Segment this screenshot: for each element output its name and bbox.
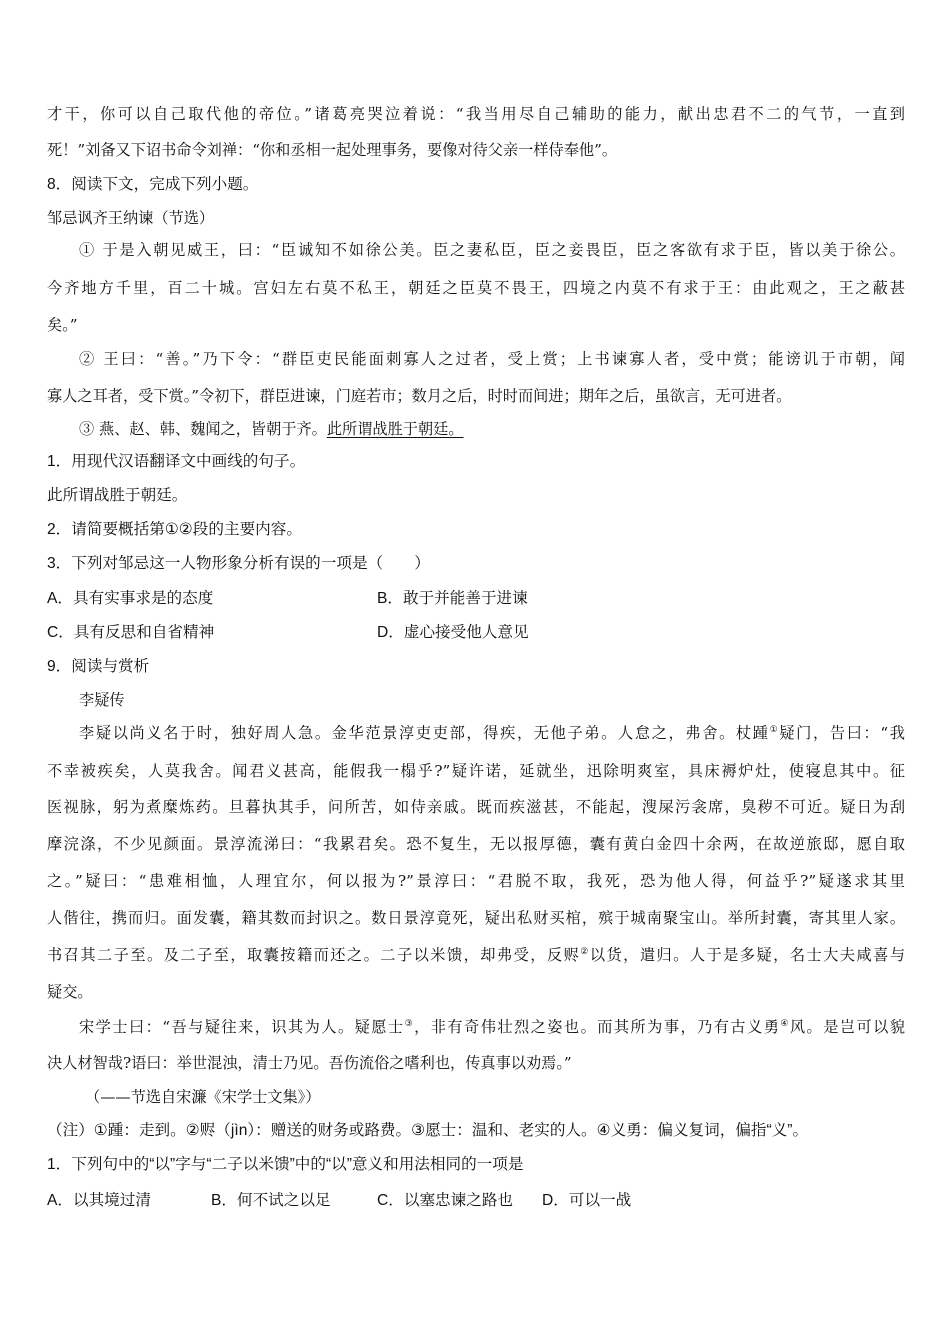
q8-option-row-1 <box>47 589 905 609</box>
q8-option-b: B．敢于并能善于进谏 <box>377 590 528 607</box>
intro-line-2: 死！”刘备又下诏书命令刘禅：“你和丞相一起处理事务，要像对待父亲一样侍奉他”。 <box>47 141 618 159</box>
q9-sub-question-1: 1．下列句中的“以”字与“二子以米馈”中的“以”意义和用法相同的一项是 <box>47 1156 524 1173</box>
q9-source: （——节选自宋濂《宋学士文集》） <box>85 1088 321 1106</box>
q8-option-row-2 <box>47 623 905 643</box>
q9-p2-line-1-text-b: ，非有奇伟壮烈之姿也。而其所为事，乃有古义勇 <box>414 1018 781 1036</box>
q9-p2-line-1 <box>79 1017 905 1037</box>
q9-p1-line-6: 人偕往，携而归。面发囊，籍其数而封识之。数日景淳竟死，疑出私财买棺，殡于城南聚宝山。举所封囊，寄其里人家。 <box>47 909 905 927</box>
q8-sub-question-1-sentence: 此所谓战胜于朝廷。 <box>47 487 188 504</box>
q9-option-c: C．以塞忠谏之路也 <box>377 1192 514 1209</box>
q9-p2-line-1-text-c: 风。是岂可以貌 <box>789 1018 905 1036</box>
intro-line-1: 才干，你可以自己取代他的帝位。”诸葛亮哭泣着说：“我当用尽自己辅助的能力，献出忠君不二的气节，一直到 <box>47 105 905 123</box>
q8-p1-line-3: 矣。” <box>47 316 78 334</box>
q8-p2-line-1: ② 王曰：“善。”乃下令：“群臣吏民能面刺寡人之过者，受上赏；上书谏寡人者，受中赏；能谤讥于市朝，闻 <box>79 350 905 368</box>
footnote-mark-1: ① <box>769 724 780 735</box>
q9-p1-line-1-text-b: 疑门，告曰：“我 <box>779 724 905 742</box>
q8-option-c: C．具有反思和自省精神 <box>47 624 215 641</box>
q9-p1-line-2: 不幸被疾矣，人莫我舍。闻君义甚高，能假我一榻乎?”疑许诺，延就坐，迅除明爽室，具床褥炉灶，使寝息其中。征 <box>47 762 905 780</box>
q9-option-b: B．何不试之以足 <box>211 1192 331 1209</box>
q8-p3-underlined-sentence: 此所谓战胜于朝廷。 <box>326 420 464 438</box>
q9-p1-line-1-text-a: 李疑以尚义名于时，独好周人急。金华范景淳吏吏部，得疾，无他子弟。人怠之，弗舍。杖踵 <box>79 724 770 742</box>
q9-passage-title: 李疑传 <box>79 691 125 709</box>
q8-p2-line-2: 寡人之耳者，受下赏。”令初下，群臣进谏，门庭若市；数月之后，时时而间进；期年之后，虽欲言，无可进者。 <box>47 387 792 405</box>
q8-p3-line <box>79 419 905 439</box>
q9-p1-line-4: 摩浣涤，不少见颜面。景淳流涕曰：“我累君矣。恐不复生，无以报厚德，囊有黄白金四十余两，在故逆旅邸，愿自取 <box>47 835 905 853</box>
q8-p1-line-1: ① 于是入朝见威王，曰：“臣诚知不如徐公美。臣之妻私臣，臣之妾畏臣，臣之客欲有求于臣，皆以美于徐公。 <box>79 241 905 259</box>
q9-option-a: A．以其境过清 <box>47 1192 151 1209</box>
q9-option-row <box>47 1191 905 1211</box>
q8-option-d: D．虚心接受他人意见 <box>377 624 529 641</box>
q9-header: 9．阅读与赏析 <box>47 658 150 675</box>
q9-p1-line-7 <box>47 945 905 965</box>
q9-p2-line-1-text-a: 宋学士曰：“吾与疑往来，识其为人。疑愿士 <box>79 1018 405 1036</box>
footnote-mark-4: ④ <box>780 1018 790 1029</box>
q9-option-d: D．可以一战 <box>542 1192 632 1209</box>
q9-p1-line-3: 医视脉，躬为煮糜炼药。旦暮执其手，问所苦，如侍亲戚。既而疾滋甚，不能起，溲屎污衾席，臭秽不可近。疑日为刮 <box>47 798 905 816</box>
q9-p2-line-2: 决人材智哉?语曰：举世混浊，清士乃见。吾伤流俗之嗜利也，传真事以劝焉。” <box>47 1054 572 1072</box>
footnote-mark-2: ② <box>580 946 590 957</box>
footnote-mark-3: ③ <box>404 1018 415 1029</box>
q8-p3-text: ③ 燕、赵、韩、魏闻之，皆朝于齐。 <box>79 420 327 438</box>
q8-header: 8．阅读下文，完成下列小题。 <box>47 176 259 193</box>
q8-sub-question-3: 3．下列对邹忌这一人物形象分析有误的一项是（ ） <box>47 555 430 572</box>
q9-p1-line-5: 之。”疑曰：“患难相恤，人理宜尔，何以报为?”景淳曰：“君脱不取，我死，恐为他人得，何益乎?”疑遂求其里 <box>47 872 905 890</box>
q9-p1-line-1 <box>79 723 905 743</box>
q9-p1-line-7-text-b: 以货，遣归。人于是多疑，名士大夫咸喜与 <box>589 946 905 964</box>
q8-p1-line-2: 今齐地方千里，百二十城。宫妇左右莫不私王，朝廷之臣莫不畏王，四境之内莫不有求于王：由此观之，王之蔽甚 <box>47 279 905 297</box>
q8-option-a: A．具有实事求是的态度 <box>47 590 214 607</box>
q8-sub-question-2: 2．请简要概括第①②段的主要内容。 <box>47 521 302 538</box>
q8-sub-question-1: 1．用现代汉语翻译文中画线的句子。 <box>47 453 306 470</box>
q9-notes: （注）①踵：走到。②赆（jìn）：赠送的财务或路费。③愿士：温和、老实的人。④义勇：偏义复词，偏指“义”。 <box>47 1122 809 1139</box>
q9-p1-line-8: 疑交。 <box>47 983 93 1001</box>
q9-p1-line-7-text-a: 书召其二子至。及二子至，取囊按籍而还之。二子以米馈，却弗受，反赆 <box>47 946 581 964</box>
q8-passage-title: 邹忌讽齐王纳谏（节选） <box>47 209 215 227</box>
